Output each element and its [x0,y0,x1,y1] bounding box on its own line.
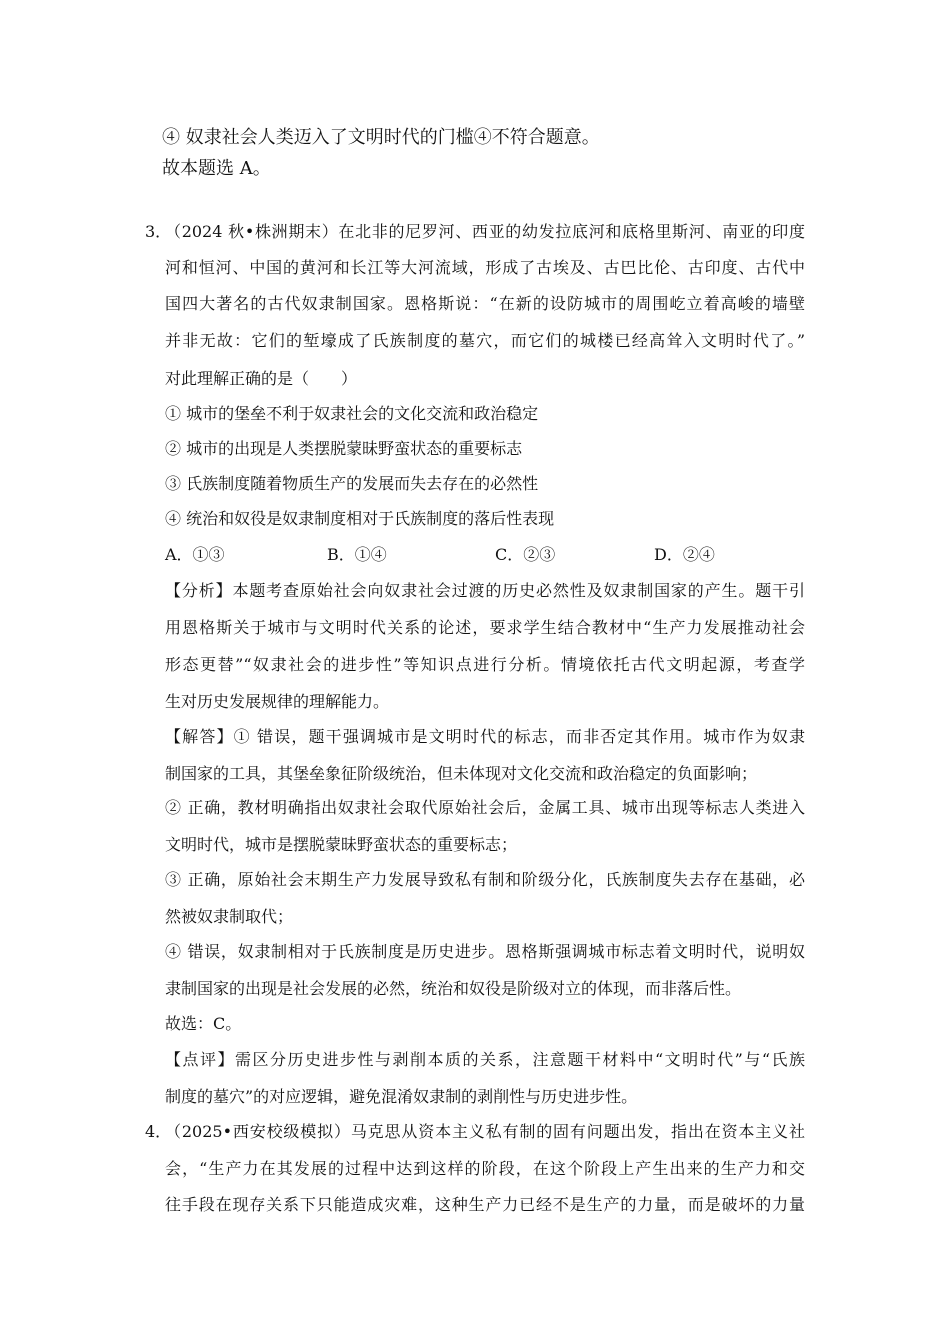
analysis-line: 用恩格斯关于城市与文明时代关系的论述，要求学生结合教材中“生产力发展推动社会 [165,618,805,637]
analysis-line: 【分析】本题考查原始社会向奴隶社会过渡的历史必然性及奴隶制国家的产生。题干引 [165,581,805,600]
option-c: C．②③ [495,545,556,564]
question-3-stem-line: 河和恒河、中国的黄河和长江等大河流域，形成了古埃及、古巴比伦、古印度、古代中 [165,258,805,277]
statement-1: ① 城市的堡垒不利于奴隶社会的文化交流和政治稳定 [165,404,539,423]
question-4-stem-line: 会，“生产力在其发展的过程中达到这样的阶段，在这个阶段上产生出来的生产力和交 [165,1159,805,1178]
comment-line: 【点评】需区分历史进步性与剥削本质的关系，注意题干材料中“文明时代”与“氏族 [165,1050,805,1069]
statement-2: ② 城市的出现是人类摆脱蒙昧野蛮状态的重要标志 [165,439,523,458]
question-3-stem-line: 国四大著名的古代奴隶制国家。恩格斯说：“在新的设防城市的周围屹立着高峻的墙壁 [165,294,805,313]
answer-line: ③ 正确，原始社会末期生产力发展导致私有制和阶级分化，氏族制度失去存在基础，必 [165,870,805,889]
question-4-stem-line: 往手段在现存关系下只能造成灾难，这种生产力已经不是生产的力量，而是破坏的力量 [165,1195,805,1214]
question-3-stem-line: （2024 秋•株洲期末）在北非的尼罗河、西亚的幼发拉底河和底格里斯河、南亚的印度 [165,222,805,241]
answer-line: ② 正确，教材明确指出奴隶社会取代原始社会后，金属工具、城市出现等标志人类进入 [165,798,805,817]
option-a: A．①③ [165,545,225,564]
prev-conclusion-line: 故本题选 A。 [162,158,271,179]
answer-line: 隶制国家的出现是社会发展的必然，统治和奴役是阶级对立的体现，而非落后性。 [165,979,742,998]
answer-line: 【解答】① 错误，题干强调城市是文明时代的标志，而非否定其作用。城市作为奴隶 [165,727,805,746]
statement-4: ④ 统治和奴役是奴隶制度相对于氏族制度的落后性表现 [165,509,555,528]
statement-3: ③ 氏族制度随着物质生产的发展而失去存在的必然性 [165,474,539,493]
answer-choice: 故选：C。 [165,1014,242,1033]
answer-line: ④ 错误，奴隶制相对于氏族制度是历史进步。恩格斯强调城市标志着文明时代，说明奴 [165,942,805,961]
analysis-line: 形态更替”“奴隶社会的进步性”等知识点进行分析。情境依托古代文明起源，考查学 [165,655,805,674]
answer-line: 制国家的工具，其堡垒象征阶级统治，但未体现对文化交流和政治稳定的负面影响； [165,764,758,783]
question-3-stem-line: 并非无故：它们的堑壕成了氏族制度的墓穴，而它们的城楼已经高耸入文明时代了。” [165,331,805,350]
question-4-number: 4． [145,1122,172,1141]
question-3-prompt: 对此理解正确的是（ ） [165,369,358,388]
comment-line: 制度的墓穴”的对应逻辑，避免混淆奴隶制的剥削性与历史进步性。 [165,1087,638,1106]
option-d: D．②④ [654,545,715,564]
question-3-number: 3． [145,222,172,241]
question-4-stem-line: （2025•西安校级模拟）马克思从资本主义私有制的固有问题出发，指出在资本主义社 [165,1122,805,1141]
prev-answer-line: ④ 奴隶社会人类迈入了文明时代的门槛④不符合题意。 [162,127,600,148]
analysis-line: 生对历史发展规律的理解能力。 [165,692,390,711]
answer-line: 然被奴隶制取代； [165,907,294,926]
answer-line: 文明时代，城市是摆脱蒙昧野蛮状态的重要标志； [165,835,518,854]
option-b: B．①④ [327,545,387,564]
